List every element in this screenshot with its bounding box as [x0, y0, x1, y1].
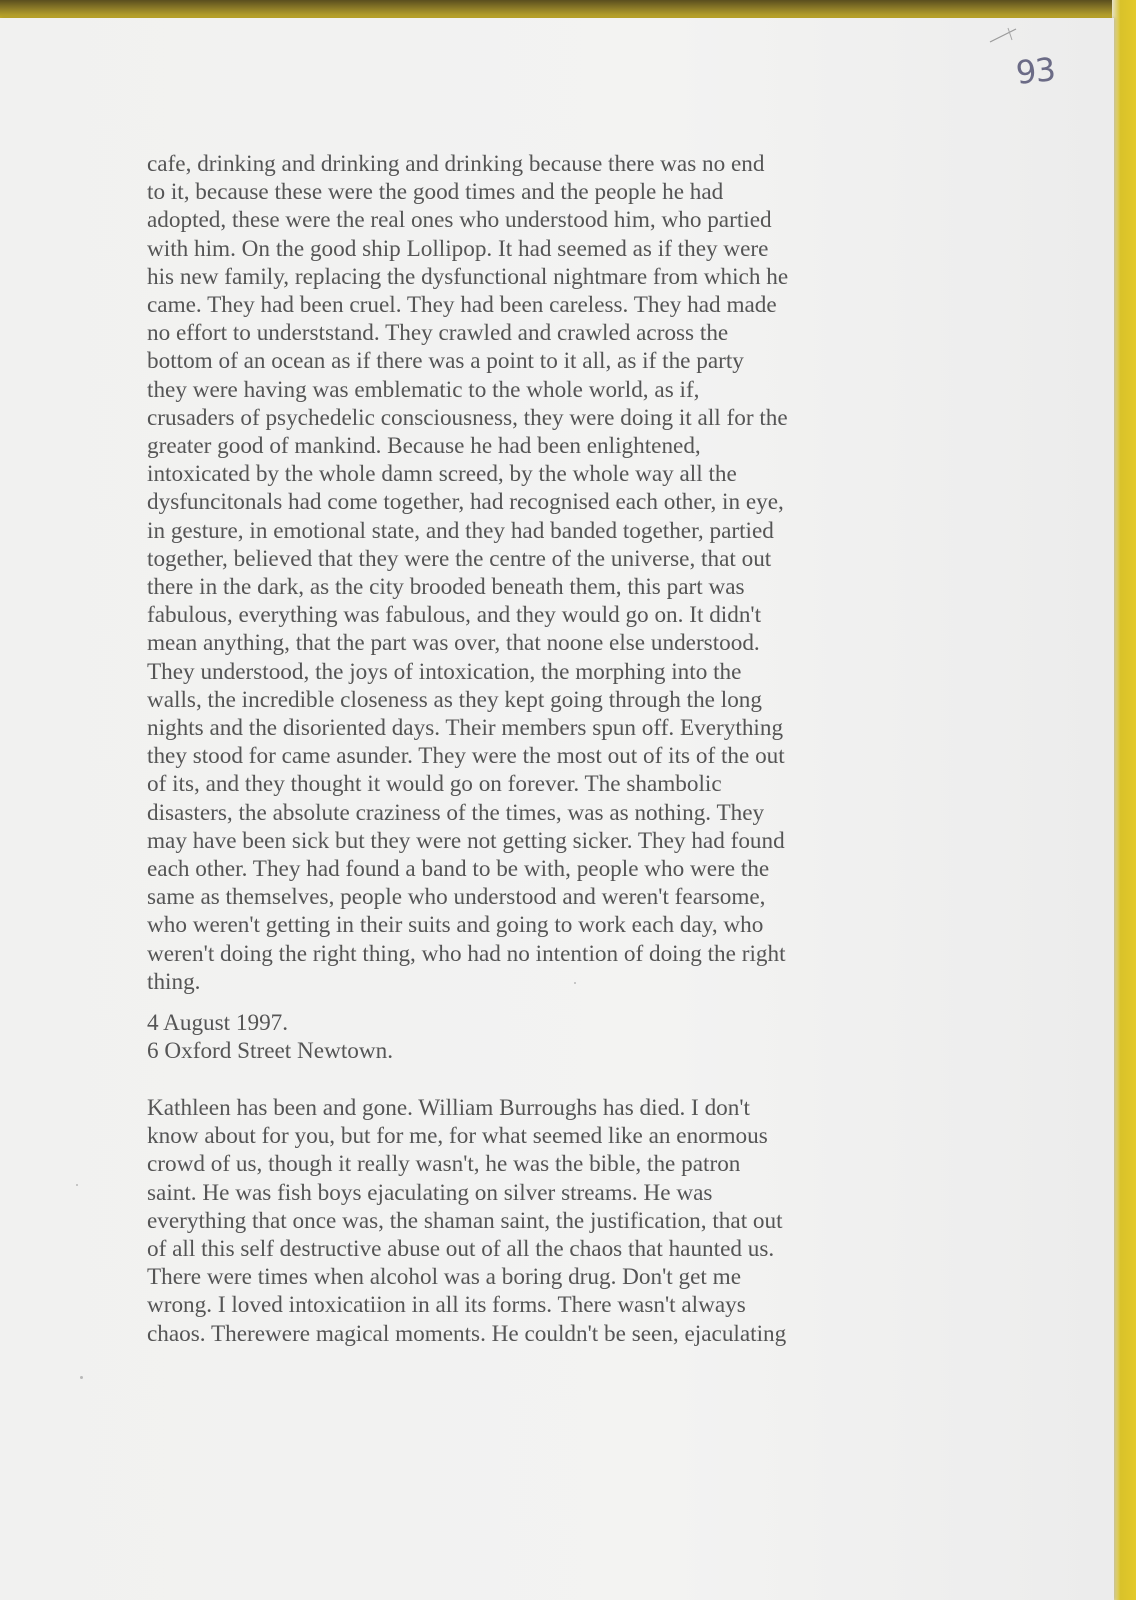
pencil-mark [988, 26, 1020, 46]
text-line: his new family, replacing the dysfunctional nightmare from which he [147, 263, 789, 290]
text-line: intoxicated by the whole damn screed, by the whole way all the [147, 461, 737, 488]
entry-address: 6 Oxford Street Newtown. [147, 1038, 393, 1065]
paper-speck [76, 1184, 78, 1186]
text-line: weren't doing the right thing, who had no intention of doing the right [147, 940, 786, 967]
text-line: crowd of us, though it really wasn't, he was the bible, the patron [147, 1151, 741, 1178]
text-line: Kathleen has been and gone. William Burroughs has died. I don't [147, 1095, 750, 1121]
text-line: thing. [147, 968, 201, 995]
scan-right-edge [1112, 0, 1136, 1600]
text-line: of all this self destructive abuse out of all the chaos that haunted us. [147, 1236, 775, 1263]
text-line: crusaders of psychedelic consciousness, they were doing it all for the [147, 404, 788, 431]
entry-date: 4 August 1997. [147, 1010, 289, 1036]
text-line: know about for you, but for me, for what seemed like an enormous [147, 1123, 768, 1150]
dateline [147, 1009, 977, 1065]
text-line: each other. They had found a band to be with, people who were the [147, 856, 770, 883]
text-line: to it, because these were the good times and the people he had [147, 179, 724, 206]
paragraph-2 [147, 1094, 977, 1348]
text-line: mean anything, that the part was over, that noone else understood. [147, 630, 760, 657]
paper-speck [80, 1376, 83, 1379]
text-line: there in the dark, as the city brooded beneath them, this part was [147, 574, 745, 601]
text-line: with him. On the good ship Lollipop. It had seemed as if they were [147, 235, 769, 262]
text-line: cafe, drinking and drinking and drinking because there was no end [147, 151, 765, 177]
text-line: who weren't getting in their suits and going to work each day, who [147, 912, 764, 939]
text-line: wrong. I loved intoxicatiion in all its forms. There wasn't always [147, 1292, 746, 1319]
paper-speck [574, 982, 576, 984]
page-number-text: 93 [1014, 50, 1057, 92]
paragraph-1 [147, 150, 977, 996]
text-line: may have been sick but they were not getting sicker. They had found [147, 827, 785, 854]
text-line: bottom of an ocean as if there was a point to it all, as if the party [147, 348, 744, 375]
text-line: no effort to underststand. They crawled and crawled across the [147, 320, 729, 347]
text-line: There were times when alcohol was a boring drug. Don't get me [147, 1264, 741, 1291]
text-line: they were having was emblematic to the whole world, as if, [147, 376, 700, 403]
page-number [1008, 50, 1068, 96]
text-line: saint. He was fish boys ejaculating on silver streams. He was [147, 1179, 713, 1206]
text-line: They understood, the joys of intoxication, the morphing into the [147, 658, 742, 685]
text-line: fabulous, everything was fabulous, and they would go on. It didn't [147, 602, 762, 629]
text-line: they stood for came asunder. They were the most out of its of the out [147, 743, 785, 770]
text-line: everything that once was, the shaman saint, the justification, that out [147, 1207, 783, 1234]
text-line: disasters, the absolute craziness of the times, was as nothing. They [147, 799, 765, 826]
text-line: greater good of mankind. Because he had been enlightened, [147, 433, 701, 460]
text-line: of its, and they thought it would go on forever. The shambolic [147, 771, 722, 798]
text-line: same as themselves, people who understood and weren't fearsome, [147, 884, 766, 911]
text-line: walls, the incredible closeness as they kept going through the long [147, 686, 762, 713]
text-line: chaos. Therewere magical moments. He couldn't be seen, ejaculating [147, 1320, 787, 1347]
text-line: adopted, these were the real ones who understood him, who partied [147, 207, 772, 234]
text-line: dysfuncitonals had come together, had recognised each other, in eye, [147, 489, 784, 516]
text-line: together, believed that they were the centre of the universe, that out [147, 545, 772, 572]
text-line: came. They had been cruel. They had been careless. They had made [147, 292, 777, 319]
text-line: nights and the disoriented days. Their members spun off. Everything [147, 715, 784, 742]
text-line: in gesture, in emotional state, and they had banded together, partied [147, 517, 774, 544]
